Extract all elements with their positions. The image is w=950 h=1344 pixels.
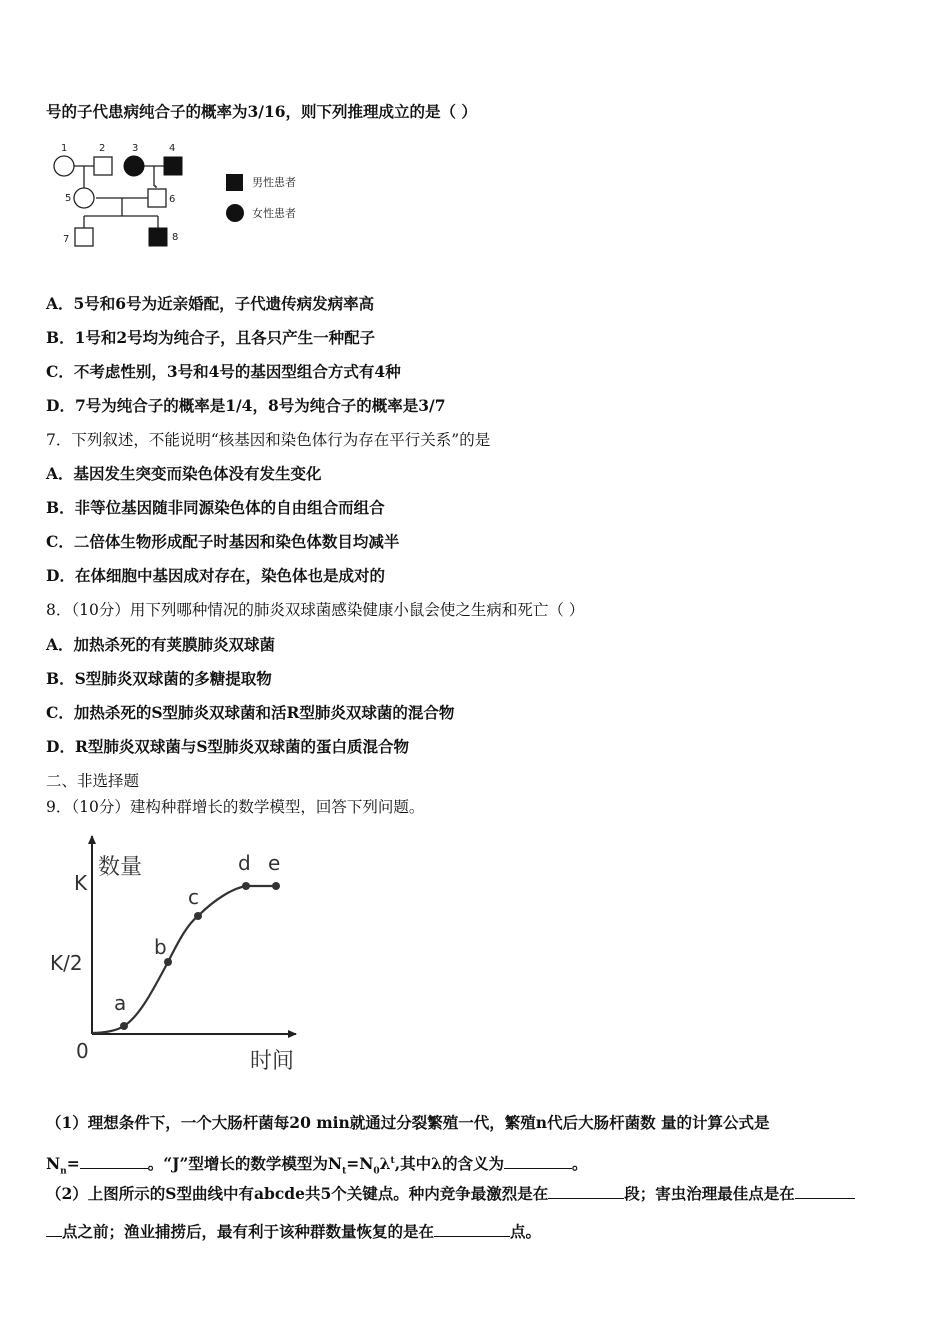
person-3-affected-female (124, 156, 144, 176)
label-6: 6 (169, 194, 176, 205)
part2-text-a: （2）上图所示的S型曲线中有abcde共5个关键点。种内竞争最激烈是在 (46, 1184, 549, 1203)
person-5-female (74, 188, 94, 208)
point-c-label: c (188, 885, 199, 909)
label-5: 5 (65, 193, 72, 204)
part2-text-c: 点之前；渔业捕捞后，最有利于该种群数量恢复的是在 (62, 1222, 435, 1241)
answer-blank-3[interactable] (548, 1184, 624, 1199)
y-axis-label: 数量 (98, 855, 143, 880)
q8-option-d: D．R型肺炎双球菌与S型肺炎双球菌的蛋白质混合物 (46, 737, 410, 756)
pedigree-chart (48, 138, 338, 253)
q6-option-b: B．1号和2号均为纯合子，且各只产生一种配子 (46, 328, 376, 347)
label-1: 1 (61, 143, 68, 154)
j-model-text: 。“J”型增长的数学模型为N (147, 1154, 343, 1174)
q8-option-a: A．加热杀死的有荚膜肺炎双球菌 (46, 635, 276, 654)
person-7-male (75, 228, 93, 246)
point-c (194, 912, 202, 920)
person-4-affected-male (164, 157, 182, 175)
section-2-title: 二、非选择题 (46, 772, 140, 790)
label-4: 4 (169, 143, 176, 154)
point-b (164, 958, 172, 966)
y-tick-k-half: K/2 (50, 951, 83, 975)
q7-option-c: C．二倍体生物形成配子时基因和染色体数目均减半 (46, 532, 400, 551)
formula-n-sub: n (60, 1166, 67, 1177)
label-2: 2 (99, 143, 106, 154)
answer-blank-4b[interactable] (46, 1222, 62, 1237)
s-curve-graph (40, 828, 310, 1078)
point-e-label: e (268, 851, 281, 875)
question-6-stem-tail: 号的子代患病纯合子的概率为3/16，则下列推理成立的是（ ） (46, 102, 477, 121)
formula-t-sub: t (342, 1166, 347, 1177)
q6-option-c: C．不考虑性别，3号和4号的基因型组合方式有4种 (46, 362, 401, 381)
person-8-affected-male (149, 228, 167, 246)
q8-option-b: B．S型肺炎双球菌的多糖提取物 (46, 669, 272, 688)
point-a (120, 1022, 128, 1030)
formula-lambda: λ (379, 1154, 391, 1174)
lambda-meaning-text: ,其中λ的含义为 (394, 1154, 504, 1174)
origin-label: 0 (76, 1039, 89, 1063)
point-d-label: d (238, 851, 251, 875)
q7-option-b: B．非等位基因随非同源染色体的自由组合而组合 (46, 498, 385, 517)
person-2-male (94, 157, 112, 175)
q7-stem: 7．下列叙述，不能说明“核基因和染色体行为存在平行关系”的是 (46, 431, 491, 449)
answer-blank-2[interactable] (504, 1154, 572, 1169)
formula-n0: =N (346, 1154, 374, 1174)
label-8: 8 (172, 232, 179, 243)
q6-option-a: A．5号和6号为近亲婚配，子代遗传病发病率高 (46, 294, 375, 313)
q7-option-a: A．基因发生突变而染色体没有发生变化 (46, 464, 322, 483)
q9-part1-line2 (46, 1151, 587, 1181)
q9-stem: 9．（10分）建构种群增长的数学模型，回答下列问题。 (46, 798, 425, 816)
formula-n: N (46, 1154, 61, 1174)
q9-part2-line2 (46, 1222, 541, 1242)
q6-option-d: D．7号为纯合子的概率是1/4，8号为纯合子的概率是3/7 (46, 396, 446, 415)
point-b-label: b (154, 935, 167, 959)
answer-blank-4a[interactable] (795, 1184, 855, 1199)
label-7: 7 (63, 234, 70, 245)
q9-part1-line1: （1）理想条件下，一个大肠杆菌每20 min就通过分裂繁殖一代，繁殖n代后大肠杆菌数 量的计算公式是 (46, 1113, 770, 1132)
end-period: 。 (571, 1154, 588, 1174)
legend-female-symbol (226, 204, 244, 222)
answer-blank-5[interactable] (434, 1222, 510, 1237)
person-6-male (148, 189, 166, 207)
legend-male-symbol (226, 174, 243, 191)
label-3: 3 (132, 143, 139, 154)
point-a-label: a (114, 991, 127, 1015)
part2-text-d: 点。 (510, 1222, 542, 1241)
x-axis-label: 时间 (250, 1049, 295, 1074)
q7-option-d: D．在体细胞中基因成对存在，染色体也是成对的 (46, 566, 385, 585)
formula-t-sup: t (390, 1156, 395, 1166)
formula-zero-sub: 0 (373, 1166, 380, 1177)
point-e (272, 882, 280, 890)
legend-female-label: 女性患者 (252, 207, 296, 220)
formula-equals: = (66, 1154, 80, 1174)
part2-text-b: 段；害虫治理最佳点是在 (624, 1184, 795, 1203)
q8-option-c: C．加热杀死的S型肺炎双球菌和活R型肺炎双球菌的混合物 (46, 703, 455, 722)
q9-part2-line1 (46, 1184, 855, 1204)
person-1-female (54, 156, 74, 176)
answer-blank-1[interactable] (80, 1154, 148, 1169)
q8-stem: 8．（10分）用下列哪种情况的肺炎双球菌感染健康小鼠会使之生病和死亡（ ） (46, 601, 585, 619)
legend-male-label: 男性患者 (252, 176, 296, 189)
point-d (242, 882, 250, 890)
y-tick-k: K (74, 871, 88, 895)
